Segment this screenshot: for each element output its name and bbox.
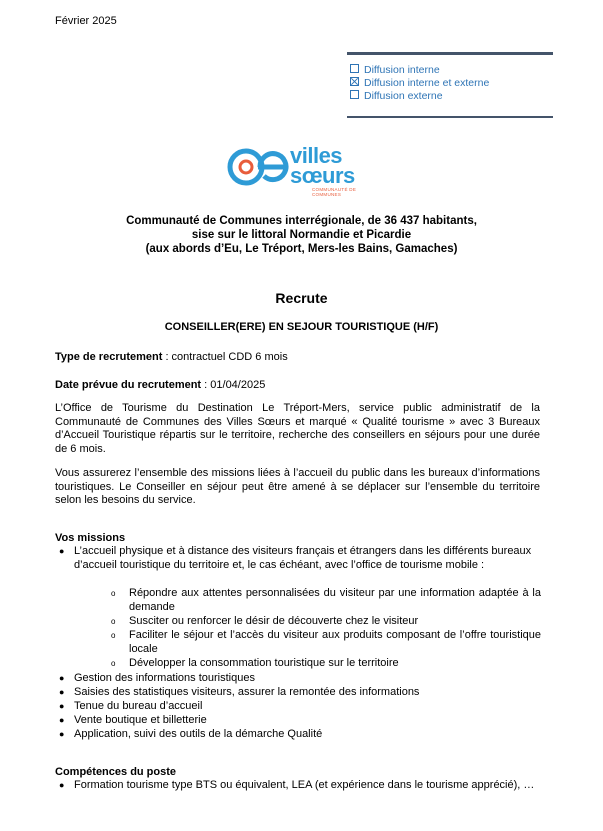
missions-heading: Vos missions — [55, 532, 126, 544]
recruitment-date — [55, 379, 265, 391]
logo-tagline: COMMUNAUTÉ DE COMMUNES — [312, 187, 357, 197]
list-item-text: Faciliter le séjour et l’accès du visiteur aux produits composant de l’offre touristique locale — [129, 629, 541, 655]
checkbox-empty-icon[interactable] — [350, 90, 359, 99]
bullet-icon: ● — [59, 729, 65, 739]
list-item-text: L’accueil physique et à distance des visiteurs français et étrangers dans les différents bureaux d’accueil touristique du territoire et, le cas échéant, avec l’office de tourisme mobile : — [74, 545, 532, 571]
intro-paragraph: L’Office de Tourisme du Destination Le Tréport-Mers, service public administratif de la Communauté de Communes des Villes Sœurs et marqué « Qualité tourisme » avec 3 Bureaux d’Accueil Touristique répartis sur le territoire, recherche des conseillers en séjours pour une durée de 6 mois. — [55, 402, 540, 455]
field-value: : 01/04/2025 — [201, 379, 266, 391]
diffusion-option-externe[interactable] — [350, 90, 489, 103]
org-line: (aux abords d’Eu, Le Tréport, Mers-les Bains, Gamaches) — [145, 243, 458, 255]
sub-list-item — [111, 629, 541, 656]
diffusion-option-label: Diffusion externe — [364, 90, 443, 102]
diffusion-bottom-border — [347, 116, 553, 118]
role-paragraph: Vous assurerez l’ensemble des missions liées à l’accueil du public dans les bureaux d’informations touristiques. Le Conseiller en séjour peut être amené à se déplacer sur l’ensemble du territoire selon les besoins du service. — [55, 467, 540, 506]
list-item — [59, 714, 544, 728]
oe-logo-icon — [226, 143, 290, 199]
list-item — [59, 672, 544, 686]
diffusion-option-label: Diffusion interne et externe — [364, 77, 490, 89]
list-item — [59, 728, 544, 742]
circle-bullet-icon: o — [111, 631, 116, 640]
job-title: CONSEILLER(ERE) EN SEJOUR TOURISTIQUE (H/F) — [164, 321, 439, 333]
diffusion-box — [347, 52, 553, 118]
sub-list-item — [111, 657, 541, 671]
list-item-text: Gestion des informations touristiques — [74, 672, 255, 684]
checkbox-checked-icon[interactable] — [350, 77, 359, 86]
document-date: Février 2025 — [55, 15, 117, 27]
checkbox-empty-icon[interactable] — [350, 64, 359, 73]
diffusion-option-interne[interactable] — [350, 64, 489, 77]
list-item-text: Répondre aux attentes personnalisées du visiteur par une information adaptée à la demande — [129, 587, 541, 613]
logo-text-soeurs: sœurs — [290, 163, 355, 188]
sub-list-item — [111, 615, 541, 629]
circle-bullet-icon: o — [111, 659, 116, 668]
diffusion-option-label: Diffusion interne — [364, 64, 440, 76]
bullet-icon: ● — [59, 687, 65, 697]
sub-list-item — [111, 587, 541, 614]
diffusion-list — [350, 64, 489, 103]
list-item-text: Tenue du bureau d’accueil — [74, 700, 203, 712]
organization-description — [55, 214, 548, 256]
logo-text-villes: villes — [290, 143, 343, 168]
bullet-icon: ● — [59, 701, 65, 711]
field-value: : contractuel CDD 6 mois — [162, 351, 288, 363]
villes-soeurs-logo — [226, 143, 386, 199]
diffusion-top-border — [347, 52, 553, 55]
org-line: Communauté de Communes interrégionale, de 36 437 habitants, — [126, 215, 477, 227]
field-label: Type de recrutement — [55, 351, 163, 363]
list-item — [59, 779, 544, 793]
list-item-text: Application, suivi des outils de la démarche Qualité — [74, 728, 323, 740]
bullet-icon: ● — [59, 780, 65, 790]
diffusion-option-interne-externe[interactable] — [350, 77, 489, 90]
recrute-heading: Recrute — [275, 290, 328, 306]
list-item — [59, 686, 544, 700]
org-line: sise sur le littoral Normandie et Picardie — [191, 229, 412, 241]
list-item-text: Vente boutique et billetterie — [74, 714, 207, 726]
list-item-text: Développer la consommation touristique sur le territoire — [129, 657, 399, 669]
list-item — [59, 700, 544, 714]
bullet-icon: ● — [59, 673, 65, 683]
competences-heading: Compétences du poste — [55, 766, 177, 778]
list-item-text: Formation tourisme type BTS ou équivalent, LEA (et expérience dans le tourisme apprécié), … — [74, 779, 535, 791]
list-item — [59, 545, 544, 572]
bullet-icon: ● — [59, 546, 65, 556]
circle-bullet-icon: o — [111, 617, 116, 626]
list-item-text: Susciter ou renforcer le désir de découverte chez le visiteur — [129, 615, 419, 627]
field-label: Date prévue du recrutement — [55, 379, 202, 391]
bullet-icon: ● — [59, 715, 65, 725]
circle-bullet-icon: o — [111, 589, 116, 598]
list-item-text: Saisies des statistiques visiteurs, assurer la remontée des informations — [74, 686, 420, 698]
recruitment-type — [55, 351, 288, 363]
